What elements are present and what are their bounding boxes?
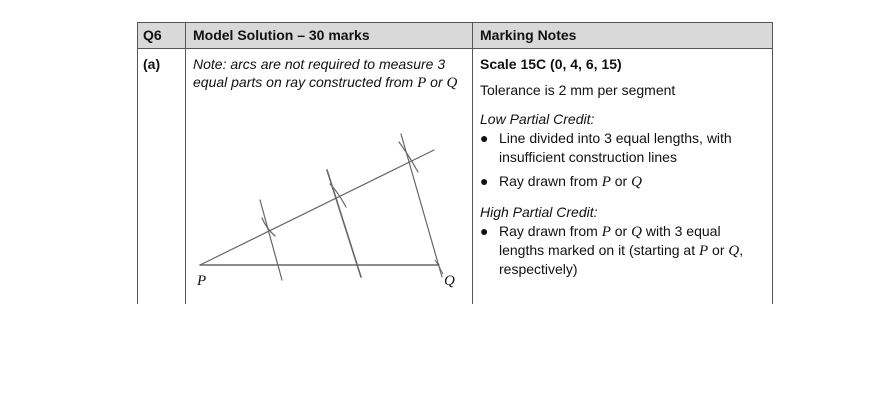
ray-from-p: [200, 150, 434, 265]
parallel-line-1: [260, 200, 282, 280]
part-label: (a): [143, 56, 161, 72]
low-bullet-2: Ray drawn from P or Q: [499, 173, 642, 190]
point-label-q: Q: [444, 273, 455, 289]
high-bullet-line1: Ray drawn from P or Q with 3 equal: [499, 223, 721, 240]
header-model-solution: Model Solution – 30 marks: [193, 27, 370, 43]
low-bullet-1-line2: insufficient construction lines: [499, 149, 677, 165]
high-partial-credit-heading: High Partial Credit:: [480, 204, 598, 220]
header-question: Q6: [143, 27, 162, 43]
table-border-right: [772, 22, 773, 304]
solution-note-line2: equal parts on ray constructed from P or Q: [193, 74, 458, 91]
low-bullet-1-line1: Line divided into 3 equal lengths, with: [499, 130, 732, 146]
parallel-line-3: [401, 134, 442, 277]
high-bullet-line3: respectively): [499, 261, 578, 277]
bullet-dot-icon: ●: [480, 130, 489, 146]
low-partial-credit-heading: Low Partial Credit:: [480, 111, 595, 127]
arc-mark-3: [399, 142, 418, 172]
arc-mark-q: [435, 260, 443, 274]
high-bullet-line2: lengths marked on it (starting at P or Q,: [499, 242, 744, 259]
header-marking-notes: Marking Notes: [480, 27, 577, 43]
scale-label: Scale 15C (0, 4, 6, 15): [480, 56, 622, 72]
solution-note-line1: Note: arcs are not required to measure 3: [193, 56, 446, 72]
marking-scheme-table: [137, 22, 773, 304]
bullet-dot-icon: ●: [480, 223, 489, 239]
bullet-dot-icon: ●: [480, 173, 489, 189]
point-label-p: P: [197, 273, 207, 289]
construction-diagram: [137, 22, 473, 304]
tolerance-text: Tolerance is 2 mm per segment: [480, 82, 676, 98]
